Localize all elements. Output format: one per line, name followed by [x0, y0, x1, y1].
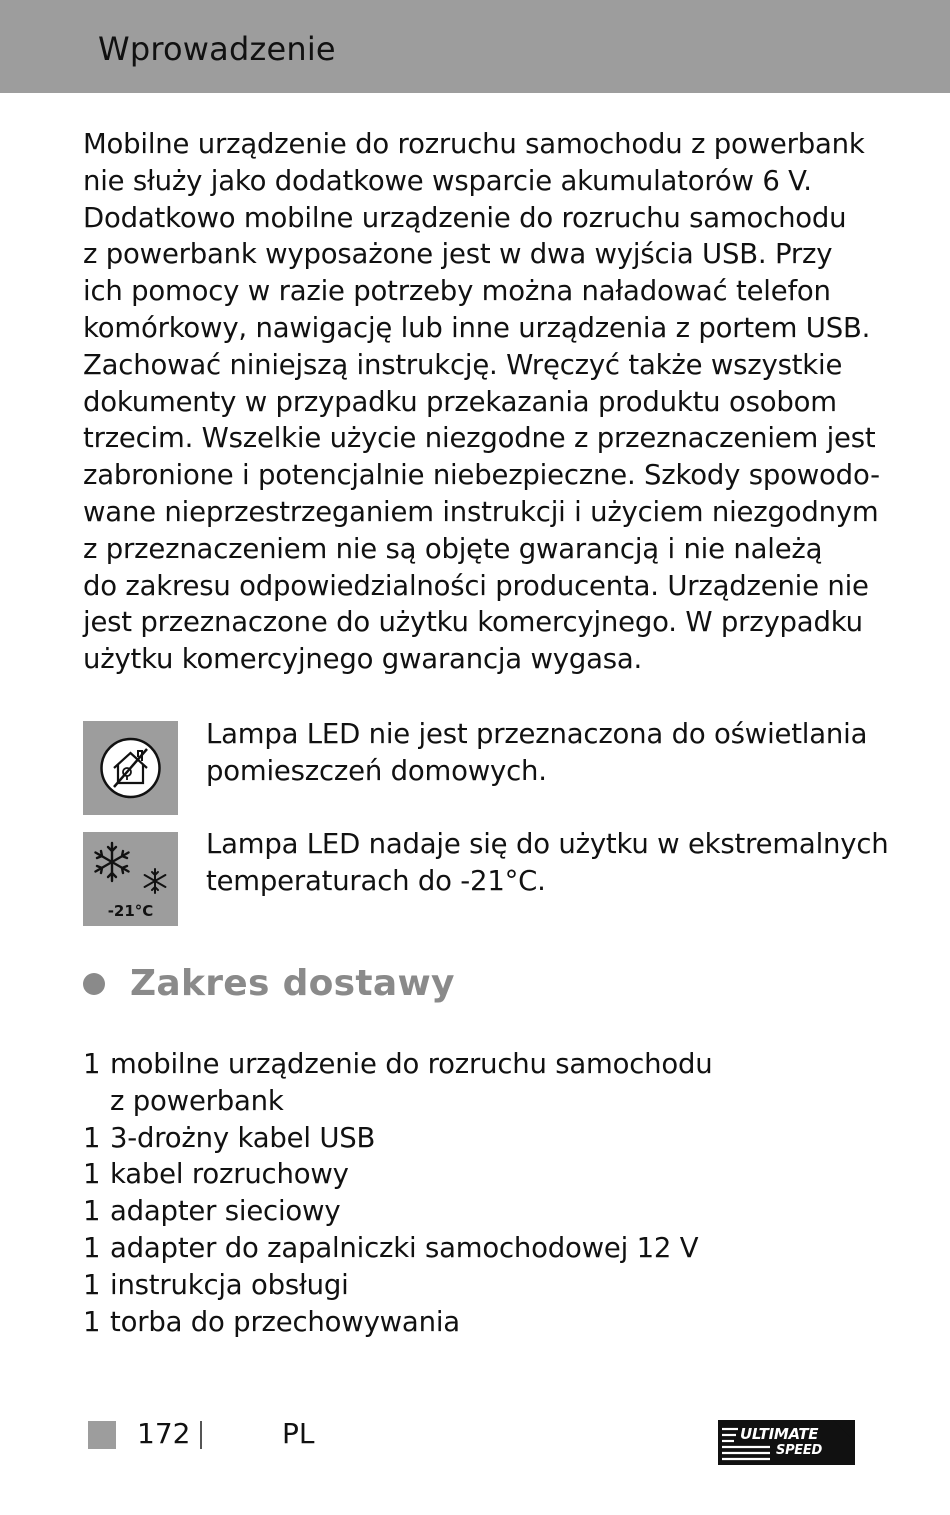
- language-code: PL: [282, 1417, 315, 1450]
- no-household-lighting-icon: [83, 721, 178, 815]
- item-quantity: 1: [83, 1048, 101, 1080]
- intro-line: komórkowy, nawigację lub inne urządzenia z portem USB.: [83, 311, 871, 344]
- list-item: [83, 1304, 883, 1341]
- item-quantity: 1: [83, 1195, 101, 1228]
- list-item: [83, 1230, 883, 1267]
- intro-line: wane nieprzestrzeganiem instrukcji i użyciem niezgodnym: [83, 495, 879, 528]
- delivery-list: [83, 1046, 883, 1340]
- item-description: z powerbank: [110, 1084, 284, 1117]
- logo-word: ULTIMATE: [740, 1425, 819, 1443]
- intro-line: Zachować niniejszą instrukcję. Wręczyć także wszystkie: [83, 348, 843, 381]
- footer-marker: [88, 1421, 116, 1449]
- note-line: Lampa LED nie jest przeznaczona do oświetlania: [206, 718, 868, 750]
- list-item: [83, 1120, 883, 1157]
- intro-line: z powerbank wyposażone jest w dwa wyjścia USB. Przy: [83, 238, 833, 271]
- intro-line: trzecim. Wszelkie użycie niezgodne z przeznaczeniem jest: [83, 422, 876, 455]
- intro-line: dokumenty w przypadku przekazania produktu osobom: [83, 385, 837, 418]
- item-quantity: 1: [83, 1268, 101, 1301]
- intro-line: Mobilne urządzenie do rozruchu samochodu z powerbank: [83, 128, 865, 160]
- intro-line: zabronione i potencjalnie niebezpieczne. Szkody spowodo-: [83, 459, 880, 492]
- item-quantity: 1: [83, 1305, 101, 1338]
- list-item: [83, 1046, 883, 1120]
- list-item: [83, 1156, 883, 1193]
- list-item: [83, 1193, 883, 1230]
- intro-line: jest przeznaczone do użytku komercyjnego. W przypadku: [83, 606, 863, 639]
- note-line: temperaturach do -21°C.: [206, 864, 546, 897]
- page-number: 172: [137, 1417, 191, 1450]
- item-description: adapter do zapalniczki samochodowej 12 V: [110, 1231, 699, 1264]
- note-text: [206, 826, 896, 900]
- item-description: instrukcja obsługi: [110, 1268, 349, 1301]
- temperature-label: -21°C: [107, 902, 154, 920]
- intro-line: Dodatkowo mobilne urządzenie do rozruchu samochodu: [83, 201, 847, 234]
- note-text: [206, 716, 896, 790]
- intro-line: użytku komercyjnego gwarancja wygasa.: [83, 643, 643, 676]
- bullet-icon: [83, 973, 105, 995]
- intro-line: ich pomocy w razie potrzeby można naładować telefon: [83, 275, 831, 308]
- item-quantity: 1: [83, 1158, 101, 1191]
- note-line: pomieszczeń domowych.: [206, 754, 547, 787]
- list-item: [83, 1267, 883, 1304]
- intro-paragraph: [83, 126, 883, 678]
- note-line: Lampa LED nadaje się do użytku w ekstremalnych: [206, 828, 889, 860]
- page-header: [0, 0, 950, 93]
- brand-logo: [718, 1420, 855, 1465]
- item-quantity: 1: [83, 1121, 101, 1154]
- intro-line: do zakresu odpowiedzialności producenta. Urządzenie nie: [83, 569, 869, 602]
- item-description: torba do przechowywania: [110, 1305, 460, 1338]
- item-quantity: 1: [83, 1231, 101, 1264]
- section-title: Zakres dostawy: [130, 963, 455, 1004]
- section-heading: [83, 963, 455, 1004]
- item-description: mobilne urządzenie do rozruchu samochodu: [110, 1048, 713, 1080]
- item-description: kabel rozruchowy: [110, 1158, 349, 1191]
- logo-word: SPEED: [776, 1443, 822, 1458]
- intro-line: z przeznaczeniem nie są objęte gwarancją i nie należą: [83, 532, 823, 565]
- header-title: Wprowadzenie: [98, 30, 336, 68]
- item-description: adapter sieciowy: [110, 1195, 341, 1228]
- snowflake-icon: [83, 832, 178, 926]
- footer-divider: [200, 1421, 202, 1449]
- item-description: 3-drożny kabel USB: [110, 1121, 376, 1154]
- intro-line: nie służy jako dodatkowe wsparcie akumulatorów 6 V.: [83, 164, 812, 197]
